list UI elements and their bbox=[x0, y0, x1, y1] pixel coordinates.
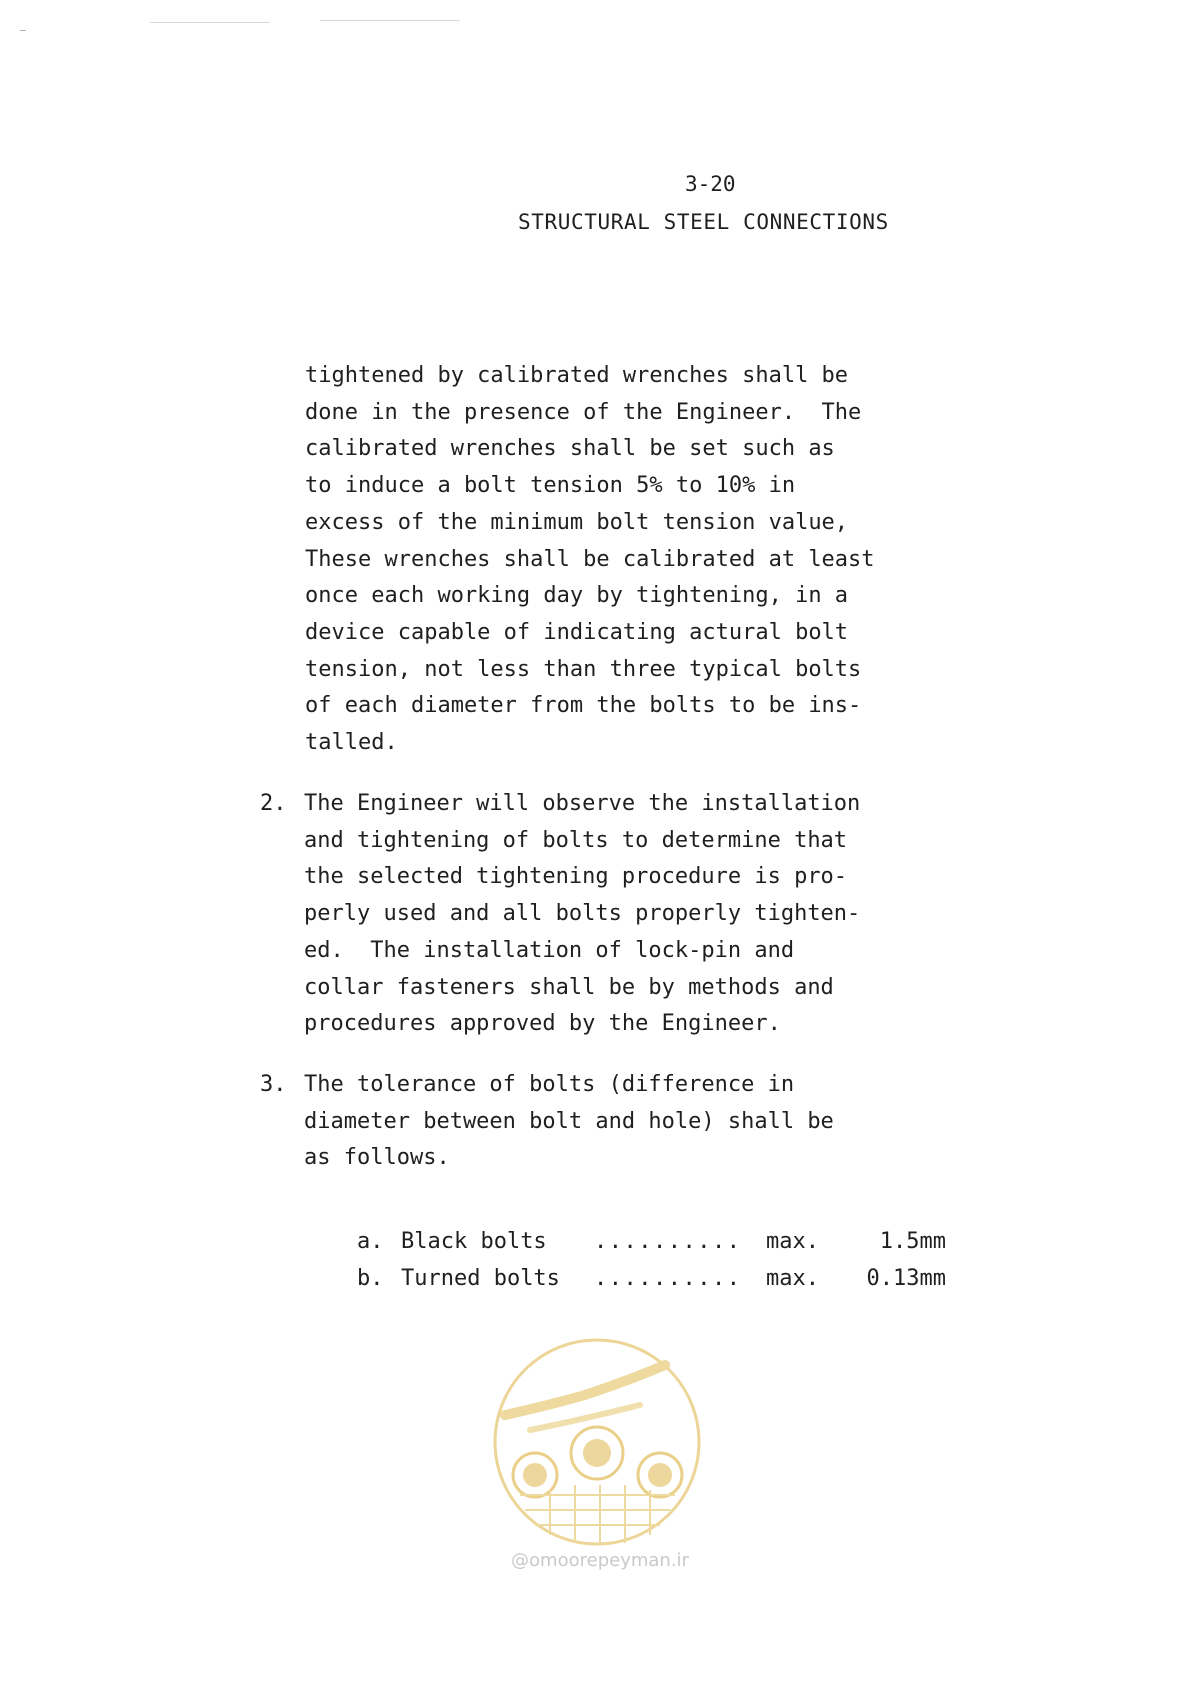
text-line: and tightening of bolts to determine that bbox=[304, 827, 848, 853]
subitem-label: b. bbox=[356, 1265, 384, 1291]
text-line: tension, not less than three typical bolts bbox=[305, 656, 862, 682]
text-line: excess of the minimum bolt tension value, bbox=[305, 509, 849, 535]
text-line: diameter between bolt and hole) shall be bbox=[304, 1108, 834, 1134]
text-line: procedures approved by the Engineer. bbox=[304, 1011, 781, 1037]
text-line: as follows. bbox=[304, 1145, 450, 1171]
subitem-description: Turned bolts bbox=[400, 1265, 560, 1291]
max-label: max. bbox=[765, 1228, 819, 1254]
watermark-seal-icon bbox=[490, 1335, 705, 1550]
running-title: STRUCTURAL STEEL CONNECTIONS bbox=[518, 210, 889, 234]
text-line: the selected tightening procedure is pro- bbox=[304, 864, 848, 890]
page-number: 3-20 bbox=[685, 172, 736, 196]
text-line: These wrenches shall be calibrated at least bbox=[305, 546, 875, 572]
subitem-description: Black bolts bbox=[400, 1228, 547, 1254]
text-line: ed. The installation of lock-pin and bbox=[304, 937, 795, 963]
item-text bbox=[304, 1067, 1004, 1177]
leader-dots: .......... bbox=[593, 1265, 742, 1291]
text-line: of each diameter from the bolts to be ins- bbox=[305, 693, 862, 719]
text-line: done in the presence of the Engineer. The bbox=[305, 399, 862, 425]
item-number: 3. bbox=[260, 1072, 287, 1097]
text-line: The tolerance of bolts (difference in bbox=[304, 1072, 795, 1097]
continuation-paragraph bbox=[305, 358, 1005, 762]
text-line: to induce a bolt tension 5% to 10% in bbox=[305, 473, 796, 499]
leader-dots: .......... bbox=[593, 1228, 742, 1254]
text-line: perly used and all bolts properly tighten- bbox=[304, 901, 861, 927]
text-line: The Engineer will observe the installation bbox=[304, 791, 861, 816]
text-line: device capable of indicating actural bolt bbox=[305, 619, 849, 645]
text-line: calibrated wrenches shall be set such as bbox=[305, 436, 835, 462]
text-line: once each working day by tightening, in a bbox=[305, 583, 849, 609]
tolerance-value: 1.5mm bbox=[879, 1228, 946, 1254]
text-line: talled. bbox=[305, 730, 398, 756]
text-line: collar fasteners shall be by methods and bbox=[304, 974, 834, 1000]
scan-speck bbox=[20, 30, 26, 31]
item-number: 2. bbox=[260, 791, 287, 816]
scan-speck bbox=[320, 20, 460, 21]
text-line: tightened by calibrated wrenches shall be bbox=[305, 363, 849, 388]
max-label: max. bbox=[765, 1265, 819, 1291]
tolerance-row-turned-bolts bbox=[304, 1224, 946, 1334]
watermark-site-text: @omoorepeyman.ir bbox=[511, 1550, 689, 1571]
item-text bbox=[304, 786, 1004, 1043]
tolerance-value: 0.13mm bbox=[866, 1265, 946, 1291]
scan-speck bbox=[150, 22, 270, 23]
subitem-label: a. bbox=[356, 1228, 384, 1254]
